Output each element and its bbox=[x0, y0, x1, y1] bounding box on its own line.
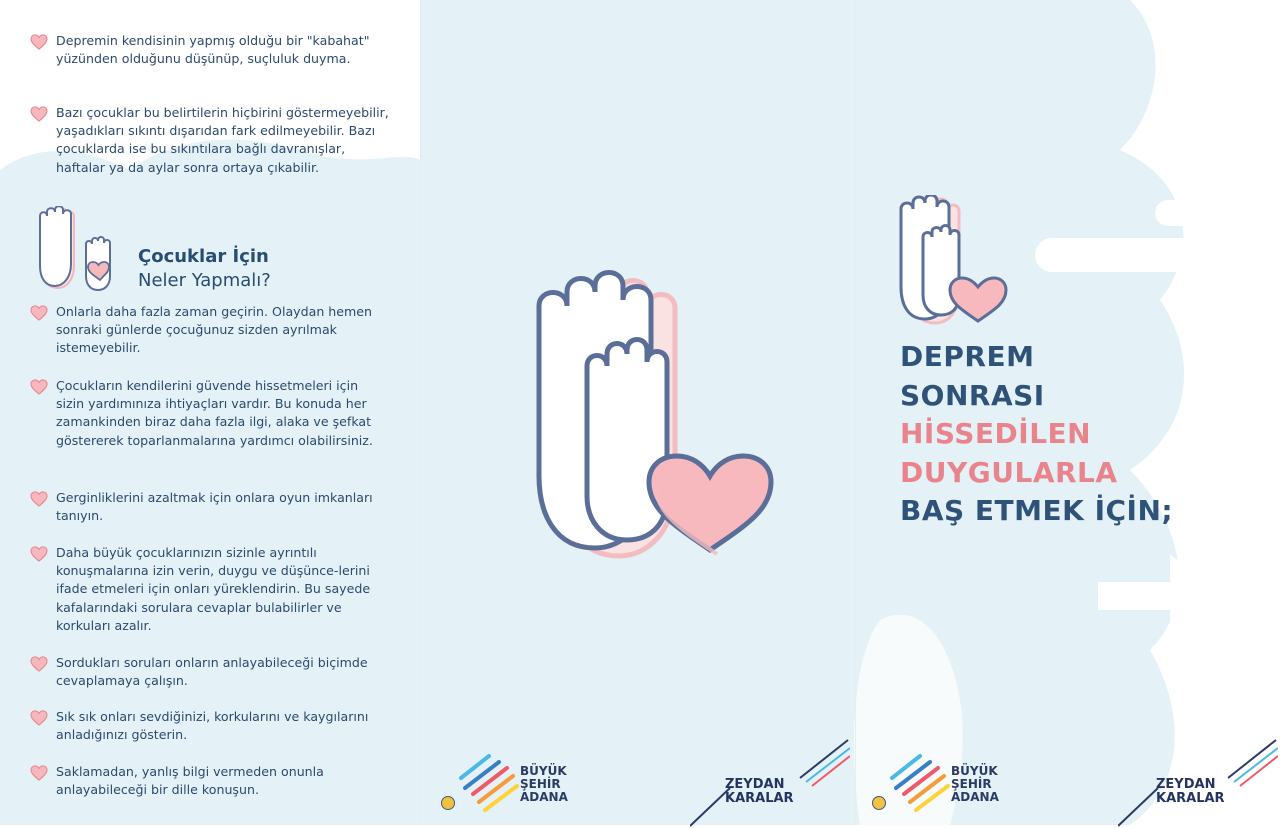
arrow-right-icon bbox=[1098, 552, 1223, 642]
signature-line: ZEYDAN bbox=[1156, 777, 1216, 792]
bullet-text: Daha büyük çocuklarınızın sizinle ayrıntılı konuşmalarına izin verin, duygu ve düşünce-lerini ifade etmeleri için onları yüreklendirin. Bu sayede kafalarındaki sorulara cevaplar bulabilirler ve korkuları azalır. bbox=[56, 545, 371, 633]
logo-line: BÜYÜK bbox=[951, 764, 998, 778]
bullet-text: Bazı çocuklar bu belirtilerin hiçbirini göstermeyebilir, yaşadıkları sıkıntı dışarıdan fark edilmeyebilir. Bazı çocuklarda ise bu sıkıntılara bağlı davranışlar, haftalar ya da aylar sonra ortaya çıkabilir. bbox=[56, 105, 389, 175]
logo-text bbox=[951, 765, 999, 804]
heart-bullet-icon bbox=[30, 710, 48, 726]
fold-line-2 bbox=[855, 0, 856, 825]
logo-text bbox=[520, 765, 568, 804]
section-heading bbox=[36, 206, 366, 296]
cover-title-line: HİSSEDİLEN bbox=[900, 417, 1092, 450]
bullet-text: Saklamadan, yanlış bilgi vermeden onunla anlayabileceği bir dille konuşun. bbox=[56, 764, 324, 798]
logo-line: ŞEHİR bbox=[520, 777, 561, 791]
logo-line: ADANA bbox=[520, 790, 568, 804]
hands-heart-icon bbox=[36, 206, 132, 296]
list-item bbox=[30, 303, 390, 358]
logo-line: ADANA bbox=[951, 790, 999, 804]
section-title-regular: Neler Yapmalı? bbox=[138, 270, 271, 291]
heart-bullet-icon bbox=[30, 379, 48, 395]
heart-bullet-icon bbox=[30, 34, 48, 50]
cover-title-line: DUYGULARLA bbox=[900, 455, 1118, 489]
list-item bbox=[30, 104, 390, 177]
list-item bbox=[30, 377, 390, 450]
bullet-text: Gerginliklerini azaltmak için onlara oyun imkanları tanıyın. bbox=[56, 490, 373, 524]
heart-bullet-icon bbox=[30, 656, 48, 672]
list-item bbox=[30, 763, 390, 799]
hands-heart-icon bbox=[895, 195, 1010, 330]
logo-seal bbox=[441, 796, 455, 810]
bullet-text: Sık sık onları sevdiğinizi, korkularını ve kaygılarını anladığınızı gösterin. bbox=[56, 709, 369, 743]
signature-line: KARALAR bbox=[725, 791, 794, 806]
signature-text bbox=[725, 778, 794, 806]
cover-title-line: SONRASI bbox=[900, 378, 1045, 412]
list-item bbox=[30, 489, 390, 525]
heart-bullet-icon bbox=[30, 765, 48, 781]
list-item bbox=[30, 654, 390, 690]
heart-bullet-icon bbox=[30, 106, 48, 122]
logo-line: ŞEHİR bbox=[951, 777, 992, 791]
list-item bbox=[30, 544, 390, 635]
signature-line: KARALAR bbox=[1156, 791, 1225, 806]
signature-line: ZEYDAN bbox=[725, 777, 785, 792]
signature-text bbox=[1156, 778, 1225, 806]
cover-title-line: DEPREM bbox=[900, 340, 1035, 373]
hands-heart-icon bbox=[525, 270, 785, 560]
bullet-text: Depremin kendisinin yapmış olduğu bir "kabahat" yüzünden olduğunu düşünüp, suçluluk duyma. bbox=[56, 33, 370, 67]
heart-bullet-icon bbox=[30, 546, 48, 562]
logo-line: BÜYÜK bbox=[520, 764, 567, 778]
section-title-bold: Çocuklar İçin bbox=[138, 246, 269, 267]
bullet-text: Sordukları soruları onların anlayabileceği biçimde cevaplamaya çalışın. bbox=[56, 655, 368, 689]
left-panel bbox=[0, 0, 420, 825]
cover-title-line: BAŞ ETMEK İÇİN; bbox=[900, 494, 1174, 527]
logo-seal bbox=[872, 796, 886, 810]
cover-title bbox=[900, 338, 1173, 531]
bullet-text: Çocukların kendilerini güvende hissetmeleri için sizin yardımınıza ihtiyaçları vardır. Bu konuda her zamankinden biraz daha fazla ilgi, alaka ve şefkat göstererek toparlanmalarına yardımcı olabilirsiniz. bbox=[56, 378, 373, 448]
list-item bbox=[30, 32, 390, 68]
fold-line-1 bbox=[420, 0, 421, 825]
list-item bbox=[30, 708, 390, 744]
heart-bullet-icon bbox=[30, 491, 48, 507]
heart-bullet-icon bbox=[30, 305, 48, 321]
bullet-text: Onlarla daha fazla zaman geçirin. Olaydan hemen sonraki günlerde çocuğunuz sizden ayrılmak istemeyebilir. bbox=[56, 304, 373, 356]
